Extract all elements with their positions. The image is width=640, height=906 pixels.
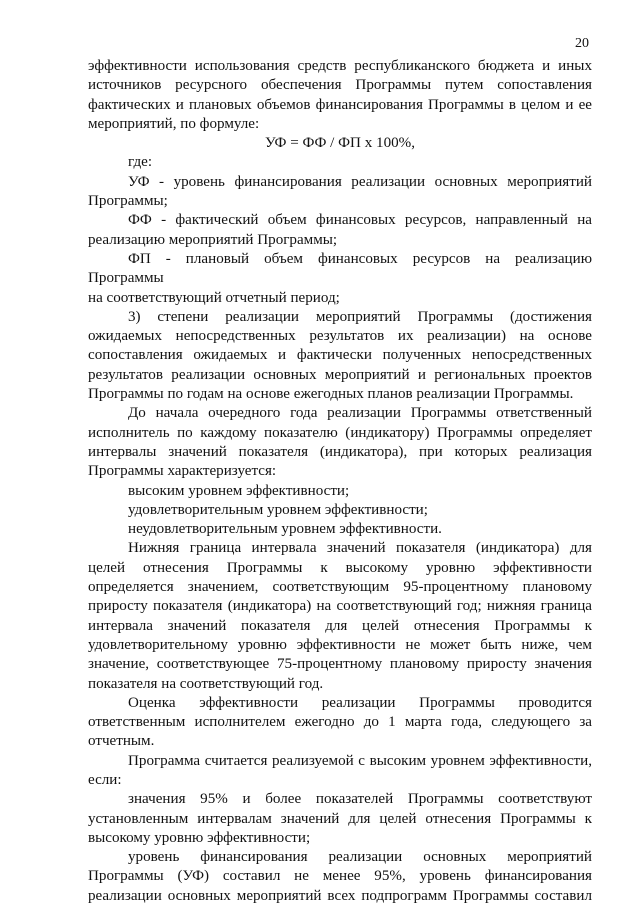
text-line: До начала очередного года реализации Программы ответственный [128, 405, 592, 422]
document-body [88, 57, 592, 906]
text-line: Программы (УФ) составил не менее 95%, уровень финансирования [88, 868, 592, 885]
text-line: значения 95% и более показателей Программы соответствуют [128, 791, 592, 808]
text-line: фактических и плановых объемов финансирования Программы в целом и ее [88, 96, 592, 113]
text-line: интервала значений показателя для целей отнесения Программы к [88, 617, 592, 634]
text-line: высокому уровню эффективности; [88, 829, 311, 846]
text-line: сопоставления ожидаемых и фактически полученных непосредственных [88, 347, 592, 364]
list-item: высоким уровнем эффективности; [128, 482, 350, 499]
text-line: Программы характеризуется: [88, 463, 277, 480]
text-line: источников ресурсного обеспечения Программы путем сопоставления [88, 77, 592, 94]
page-number: 20 [575, 36, 589, 51]
formula: УФ = ФФ / ФП х 100%, [264, 135, 416, 152]
where-label: где: [128, 154, 153, 171]
text-line: значение, соответствующее 75-процентному плановому приросту значения [88, 656, 592, 673]
text-line: исполнитель по каждому показателю (индикатору) Программы определяет [88, 424, 592, 441]
text-line: ответственным исполнителем ежегодно до 1 марта года, следующего за [88, 714, 592, 731]
list-item: удовлетворительным уровнем эффективности; [128, 501, 428, 518]
text-line: Программы по годам на основе ежегодных планов реализации Программы. [88, 386, 574, 403]
definition-fp: ФП - плановый объем финансовых ресурсов на реализацию Программы [88, 250, 592, 287]
text-line: Оценка эффективности реализации Программы проводится [128, 694, 592, 711]
text-line: на соответствующий отчетный период; [88, 289, 340, 306]
text-line: 3) степени реализации мероприятий Программы (достижения [128, 308, 592, 325]
text-line: Нижняя граница интервала значений показателя (индикатора) для [128, 540, 592, 557]
definition-ff: ФФ - фактический объем финансовых ресурсов, направленный на [128, 212, 592, 229]
text-line: ожидаемых непосредственных результатов их реализации) на основе [88, 328, 592, 345]
text-line: показателя на соответствующий год. [88, 675, 324, 692]
text-line: реализации основных мероприятий всех подпрограмм Программы составил [88, 887, 592, 904]
text-line: отчетным. [88, 733, 155, 750]
text-line: удовлетворительному уровню эффективности не может быть ниже, чем [88, 636, 592, 653]
text-line: результатов реализации основных мероприятий и региональных проектов [88, 366, 592, 383]
text-line: установленным интервалам значений для целей отнесения Программы к [88, 810, 592, 827]
text-line: приросту показателя (индикатора) на соответствующий год; нижняя граница [88, 598, 592, 615]
text-line: Программы; [88, 193, 168, 210]
text-line: Программа считается реализуемой с высоким уровнем эффективности, [128, 752, 592, 769]
text-line: определяется значением, соответствующим 95-процентному плановому [88, 579, 592, 596]
text-line: мероприятий, по формуле: [88, 115, 260, 132]
text-line: реализацию мероприятий Программы; [88, 231, 338, 248]
definition-uf: УФ - уровень финансирования реализации основных мероприятий [128, 173, 592, 190]
text-line: интервалы значений показателя (индикатора), при которых реализация [88, 443, 592, 460]
list-item: неудовлетворительным уровнем эффективности. [128, 521, 442, 538]
text-line: эффективности использования средств республиканского бюджета и иных [88, 58, 592, 74]
text-line: уровень финансирования реализации основных мероприятий [128, 849, 592, 866]
text-line: целей отнесения Программы к высокому уровню эффективности [88, 559, 592, 576]
text-line: если: [88, 771, 122, 788]
